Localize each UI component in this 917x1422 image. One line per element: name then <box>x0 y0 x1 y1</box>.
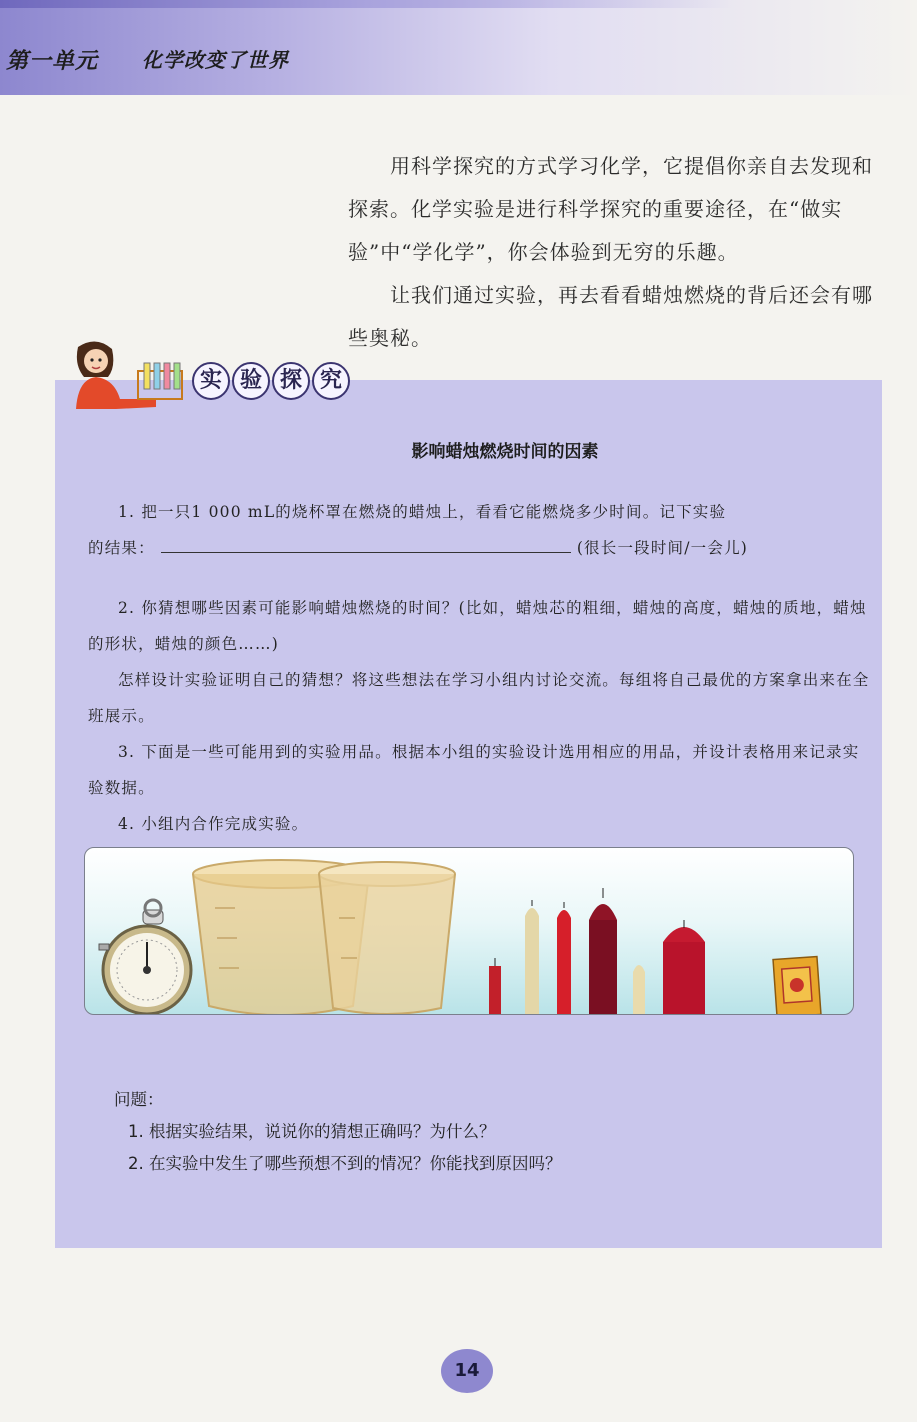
heading-char: 探 <box>272 362 310 400</box>
candle-icon <box>633 965 645 1014</box>
unit-title: 化学改变了世界 <box>142 48 289 72</box>
heading-char: 验 <box>232 362 270 400</box>
candle-icon <box>663 920 705 1014</box>
step-1-options: (很长一段时间/一会儿) <box>576 539 749 557</box>
intro-paragraph: 用科学探究的方式学习化学，它提倡你亲自去发现和探索。化学实验是进行科学探究的重要途径，在“做实验”中“学化学”，你会体验到无穷的乐趣。 <box>348 154 873 264</box>
candle-icon <box>589 888 617 1014</box>
answer-blank[interactable] <box>161 538 571 553</box>
step-1-prefix: 的结果： <box>88 539 155 557</box>
header-band <box>0 0 917 95</box>
step-1-text: 1. 把一只1 000 mL的烧杯罩在燃烧的蜡烛上，看看它能燃烧多少时间。记下实验 <box>118 503 727 521</box>
heading-char: 究 <box>312 362 350 400</box>
candle-icon <box>489 958 501 1014</box>
header-top-line <box>0 0 917 8</box>
questions-heading: 问题： <box>114 1090 164 1109</box>
step-2-text: 2. 你猜想哪些因素可能影响蜡烛燃烧的时间？(比如，蜡烛芯的粗细，蜡烛的高度，蜡烛的质地，蜡烛的形状，蜡烛的颜色……) <box>88 599 867 653</box>
intro-paragraph: 让我们通过实验，再去看看蜡烛燃烧的背后还会有哪些奥秘。 <box>348 283 873 350</box>
questions-section <box>114 1084 854 1180</box>
unit-label: 第一单元 <box>6 49 99 74</box>
step-1 <box>88 494 874 566</box>
candle-icon <box>557 902 571 1014</box>
step-2-followup: 怎样设计实验证明自己的猜想？将这些想法在学习小组内讨论交流。每组将自己最优的方案拿出来在全班展示。 <box>88 671 870 725</box>
stopwatch-icon <box>99 900 191 1014</box>
heading-char: 实 <box>192 362 230 400</box>
step-3-text: 3. 下面是一些可能用到的实验用品。根据本小组的实验设计选用相应的用品，并设计表格用来记录实验数据。 <box>88 743 860 797</box>
lab-supplies-photo <box>84 847 854 1015</box>
experiment-title: 影响蜡烛燃烧时间的因素 <box>411 442 599 462</box>
lab-supplies-illustration <box>85 848 853 1014</box>
question-item: 1. 根据实验结果，说说你的猜想正确吗？为什么？ <box>128 1122 496 1141</box>
page-number: 14 <box>441 1349 493 1393</box>
intro-text <box>348 145 893 360</box>
step-4-text: 4. 小组内合作完成实验。 <box>118 815 309 833</box>
step-2 <box>88 590 874 842</box>
question-item: 2. 在实验中发生了哪些预想不到的情况？你能找到原因吗？ <box>128 1154 562 1173</box>
experiment-heading <box>192 362 350 400</box>
matchbox-icon <box>773 957 821 1014</box>
beaker-icon <box>319 862 455 1014</box>
girl-with-test-tubes-icon <box>68 337 188 409</box>
candle-icon <box>525 900 539 1014</box>
